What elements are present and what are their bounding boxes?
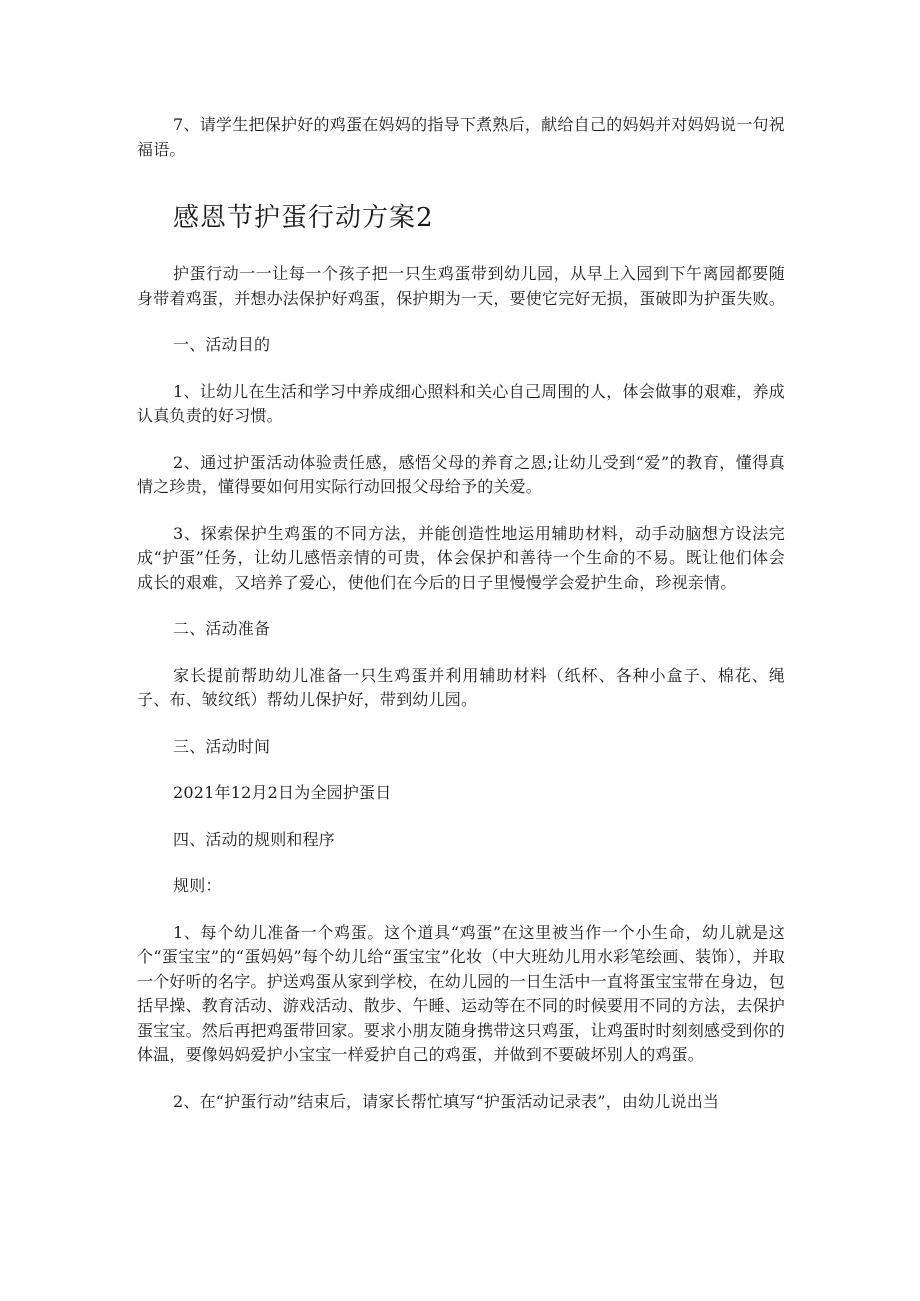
heading-rules: 四、活动的规则和程序 <box>173 829 336 849</box>
paragraph-intro: 护蛋行动一一让每一个孩子把一只生鸡蛋带到幼儿园，从早上入园到下午离园都要随身带着鸡蛋，并想办法保护好鸡蛋，保护期为一天，要使它完好无损，蛋破即为护蛋失败。 <box>137 264 786 308</box>
paragraph-rule-2: 2、在“护蛋行动”结束后，请家长帮忙填写“护蛋活动记录表”，由幼儿说出当 <box>173 1091 720 1111</box>
intro-paragraph: 7、请学生把保护好的鸡蛋在妈妈的指导下煮熟后，献给自己的妈妈并对妈妈说一句祝福语。 <box>137 115 785 159</box>
paragraph-purpose-2: 2、通过护蛋活动体验责任感，感悟父母的养育之恩;让幼儿受到“爱”的教育，懂得真情之珍贵，懂得要如何用实际行动回报父母给予的关爱。 <box>137 452 785 496</box>
label-rules: 规则： <box>173 876 222 895</box>
section-title: 感恩节护蛋行动方案2 <box>173 203 434 233</box>
heading-preparation: 二、活动准备 <box>173 619 271 638</box>
paragraph-purpose-3: 3、探索保护生鸡蛋的不同方法，并能创造性地运用辅助材料，动手动脑想方设法完成“护蛋”任务，让幼儿感悟亲情的可贵，体会保护和善待一个生命的不易。既让他们体会成长的艰难，又培养了爱心，使他们在今后的日子里慢慢学会爱护生命，珍视亲情。 <box>137 523 785 592</box>
paragraph-rule-1: 1、每个幼儿准备一个鸡蛋。这个道具“鸡蛋”在这里被当作一个小生命，幼儿就是这个“蛋宝宝”的“蛋妈妈”每个幼儿给“蛋宝宝”化妆（中大班幼儿用水彩笔绘画、装饰），并取一个好听的名字。护送鸡蛋从家到学校，在幼儿园的一日生活中一直将蛋宝宝带在身边，包括早操、教育活动、游戏活动、散步、午睡、运动等在不同的时候要用不同的方法，去保护蛋宝宝。然后再把鸡蛋带回家。要求小朋友随身携带这只鸡蛋，让鸡蛋时时刻刻感受到你的体温，要像妈妈爱护小宝宝一样爱护自己的鸡蛋，并做到不要破坏别人的鸡蛋。 <box>137 922 786 1064</box>
heading-time: 三、活动时间 <box>173 736 271 756</box>
paragraph-preparation: 家长提前帮助幼儿准备一只生鸡蛋并利用辅助材料（纸杯、各种小盒子、棉花、绳子、布、皱纹纸）帮幼儿保护好，带到幼儿园。 <box>137 665 785 709</box>
paragraph-purpose-1: 1、让幼儿在生活和学习中养成细心照料和关心自己周围的人，体会做事的艰难，养成认真负责的好习惯。 <box>137 381 785 425</box>
paragraph-time: 2021年12月2日为全园护蛋日 <box>173 783 392 802</box>
heading-purpose: 一、活动目的 <box>173 335 271 354</box>
document-body <box>137 113 785 1114</box>
